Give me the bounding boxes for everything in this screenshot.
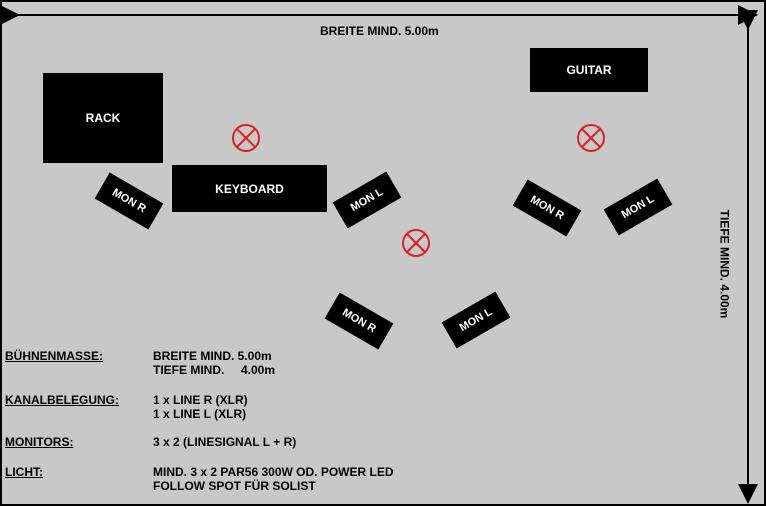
legend-kanalbelegung-label: KANALBELEGUNG:: [5, 393, 119, 407]
spotlight-icon: [401, 228, 431, 258]
width-label: BREITE MIND. 5.00m: [320, 24, 439, 38]
monitor-mon-l-keyboard: MON L: [333, 172, 402, 229]
depth-label: TIEFE MIND. 4.00m: [717, 209, 732, 319]
monitor-mon-r-keyboard: MON R: [95, 173, 164, 230]
keyboard-box: KEYBOARD: [172, 165, 327, 212]
legend-monitors-label: MONITORS:: [5, 435, 74, 449]
guitar-box: GUITAR: [530, 48, 648, 92]
legend-monitors-line1: 3 x 2 (LINESIGNAL L + R): [153, 435, 297, 449]
legend-buehnenmasse-label: BÜHNENMASSE:: [5, 349, 104, 363]
legend-kanalbelegung-line1: 1 x LINE R (XLR): [153, 393, 248, 407]
spotlight-icon: [576, 123, 606, 153]
legend-buehnenmasse-line2: TIEFE MIND. 4.00m: [153, 363, 276, 377]
spotlight-icon: [231, 123, 261, 153]
legend-kanalbelegung-line2: 1 x LINE L (XLR): [153, 407, 247, 421]
monitor-mon-r-center: MON R: [325, 293, 394, 350]
rack-box: RACK: [43, 73, 163, 163]
legend-buehnenmasse-line1: BREITE MIND. 5.00m: [153, 349, 272, 363]
monitor-mon-l-guitar: MON L: [604, 179, 673, 236]
legend-licht-label: LICHT:: [5, 465, 43, 479]
legend-licht-line2: FOLLOW SPOT FÜR SOLIST: [153, 479, 316, 493]
legend-licht-line1: MIND. 3 x 2 PAR56 300W OD. POWER LED: [153, 465, 394, 479]
monitor-mon-l-center: MON L: [442, 292, 511, 349]
monitor-mon-r-guitar: MON R: [513, 180, 582, 237]
